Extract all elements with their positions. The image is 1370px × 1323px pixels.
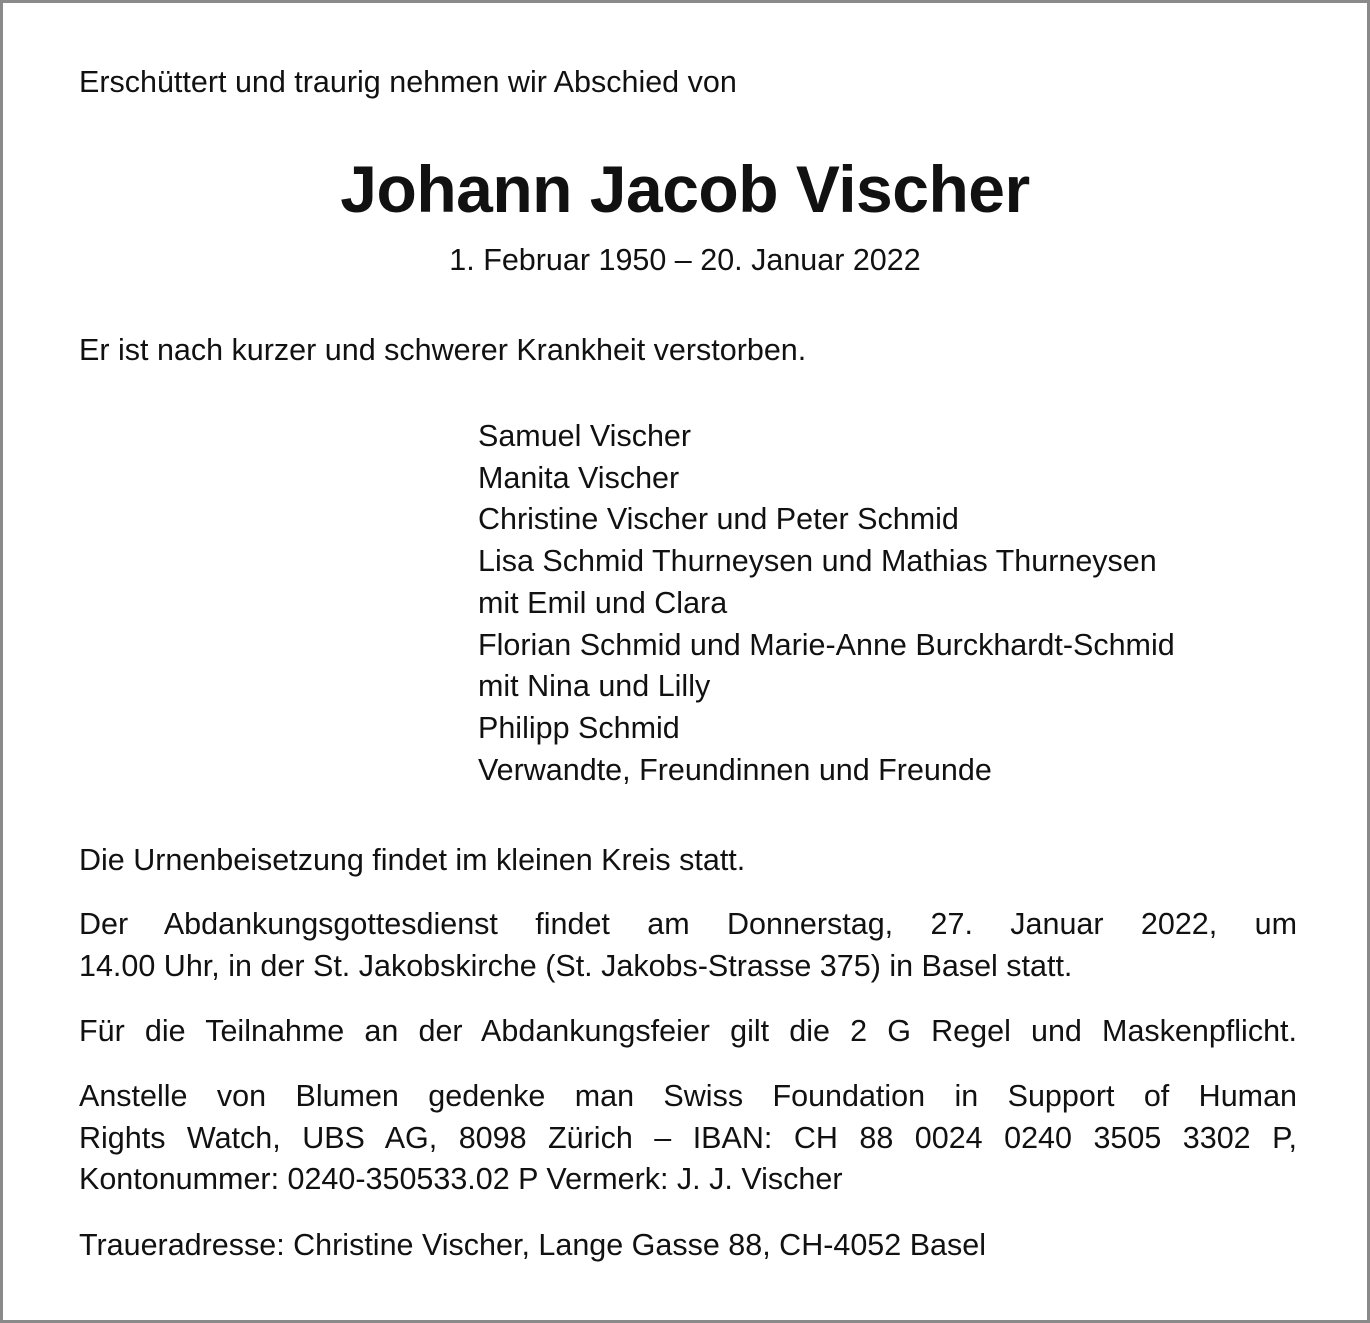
donation-line: Anstelle von Blumen gedenke man Swiss Foundation in Support of Human xyxy=(79,1079,1297,1113)
address-text: Traueradresse: Christine Vischer, Lange Gasse 88, CH-4052 Basel xyxy=(79,1228,987,1262)
mourner-entry: mit Nina und Lilly xyxy=(478,669,711,704)
mourner-entry: Christine Vischer und Peter Schmid xyxy=(478,502,959,537)
rules-line: Für die Teilnahme an der Abdankungsfeier gilt die 2 G Regel und Maskenpflicht. xyxy=(79,1014,1297,1048)
rules-text xyxy=(79,1011,1297,1053)
cause-text: Er ist nach kurzer und schwerer Krankheit verstorben. xyxy=(79,333,807,367)
mourner-entry: Lisa Schmid Thurneysen und Mathias Thurneysen xyxy=(478,544,1157,579)
burial-text: Die Urnenbeisetzung findet im kleinen Kreis statt. xyxy=(79,843,746,877)
mourner-entry: Samuel Vischer xyxy=(478,419,692,453)
mourner-entry: mit Emil und Clara xyxy=(478,585,728,620)
service-text xyxy=(79,904,1297,987)
mourner-entry: Philipp Schmid xyxy=(478,710,680,745)
intro-text: Erschüttert und traurig nehmen wir Abschied von xyxy=(79,65,737,99)
deceased-name: Johann Jacob Vischer xyxy=(340,152,1030,226)
mourner-entry: Verwandte, Freundinnen und Freunde xyxy=(478,752,992,787)
service-line: 14.00 Uhr, in der St. Jakobskirche (St. Jakobs-Strasse 375) in Basel statt. xyxy=(79,948,1073,983)
life-dates: 1. Februar 1950 – 20. Januar 2022 xyxy=(449,243,921,277)
donation-line: Rights Watch, UBS AG, 8098 Zürich – IBAN: CH 88 0024 0240 3505 3302 P, xyxy=(79,1120,1297,1155)
mourners-list xyxy=(478,416,1175,791)
mourner-entry: Manita Vischer xyxy=(478,460,680,495)
donation-text xyxy=(79,1076,1297,1201)
service-line: Der Abdankungsgottesdienst findet am Donnerstag, 27. Januar 2022, um xyxy=(79,907,1297,941)
mourner-entry: Florian Schmid und Marie-Anne Burckhardt-Schmid xyxy=(478,627,1175,662)
donation-line: Kontonummer: 0240-350533.02 P Vermerk: J. J. Vischer xyxy=(79,1162,843,1196)
